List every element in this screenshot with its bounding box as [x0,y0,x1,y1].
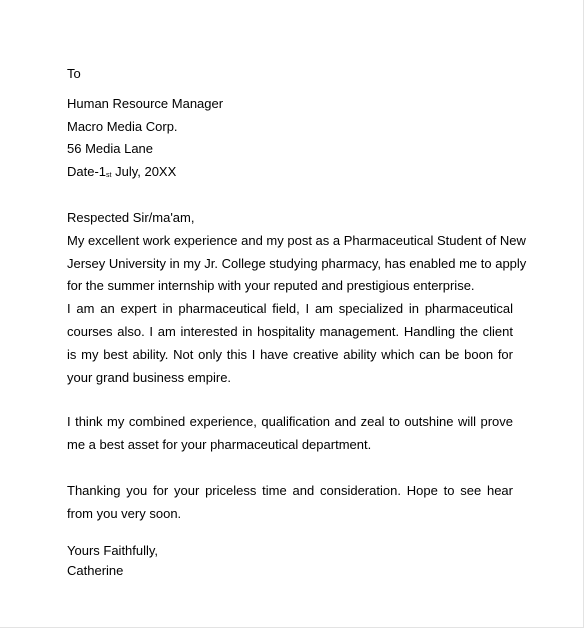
date-prefix: Date-1 [67,164,107,180]
signature: Catherine [67,562,124,578]
date-ordinal: st [106,172,112,180]
recipient-address: 56 Media Lane [67,141,154,157]
recipient-company: Macro Media Corp. [67,118,178,134]
paragraph-2: I am an expert in pharmaceutical field, I am specialized in pharmaceutical courses also. I am interested in hospitality management. Handling the client is my best ability. Not only this I have creative ability which can be boon for your grand business empire. [67,301,513,385]
closing: Yours Faithfully, [67,542,159,558]
paragraph-3: I think my combined experience, qualification and zeal to outshine will prove me a best asset for your pharmaceutical department. [67,414,513,453]
paragraph-1-line: for the summer internship with your reputed and prestigious enterprise. [67,278,475,294]
paragraph-1-line: My excellent work experience and my post as a Pharmaceutical Student of New [67,232,526,248]
recipient-title: Human Resource Manager [67,95,224,111]
paragraph-1 [67,230,527,298]
to-label: To [67,66,81,81]
letter-body [67,63,527,581]
paragraph-4: Thanking you for your priceless time and consideration. Hope to see hear from you very soon. [67,482,513,521]
recipient-block [67,93,513,184]
date-rest: July, 20XX [111,164,177,180]
letter-date [67,161,513,184]
salutation: Respected Sir/ma'am, [67,209,195,225]
paragraph-1-line: Jersey University in my Jr. College studying pharmacy, has enabled me to apply [67,255,527,271]
